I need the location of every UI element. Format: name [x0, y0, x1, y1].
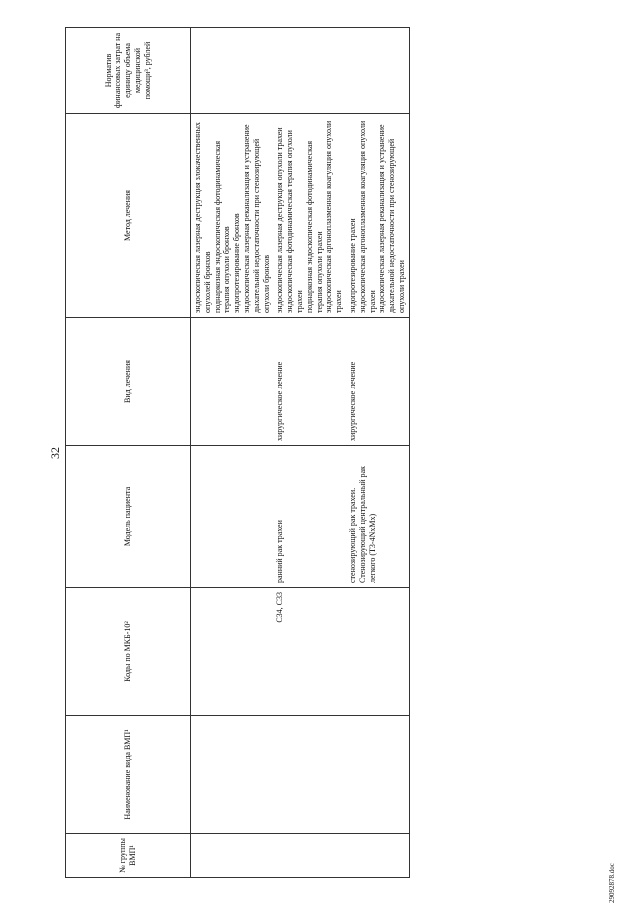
- method-line: эндоскопическая аргоноплазменная коагуляция опухоли трахеи: [324, 120, 344, 313]
- header-treatment-method: Метод лечения: [66, 114, 191, 318]
- header-vmp-name: Наименование вида ВМП¹: [66, 716, 191, 834]
- footer-filename: 29092878.doc: [608, 863, 616, 903]
- method-line: эндоскопическая лазерная реканализация и устранение дыхательной недостаточности при стенозирующей опухоли бронхов: [241, 124, 271, 313]
- cell-methods: [346, 114, 409, 318]
- cell-patient-model: стенозирующий рак трахеи. Стенозирующий центральный рак легкого (T3-4NxMx): [346, 446, 409, 588]
- cell-group-number: [273, 834, 346, 878]
- method-line: эндоскопическая лазерная реканализация и устранение дыхательной недостаточности при стенозирующей опухоли трахеи: [377, 124, 406, 313]
- cell-treatment-type: [191, 318, 274, 446]
- cell-methods: [191, 114, 274, 318]
- cell-vmp-name: [191, 716, 274, 834]
- cell-group-number: [191, 834, 274, 878]
- method-line: эндоскопическая лазерная деструкция опухоли трахеи: [275, 127, 285, 313]
- cell-methods: [273, 114, 346, 318]
- cell-patient-model: ранний рак трахеи: [273, 446, 346, 588]
- header-cost-norm: Норматив финансовых затрат на единицу объема медицинской помощи³, рублей: [66, 28, 191, 114]
- method-line: эндоскопическая аргоноплазменная коагуляция опухоли трахеи: [357, 120, 377, 313]
- rotated-table-container: [65, 28, 605, 878]
- cell-icd: [346, 588, 409, 716]
- page-number: 32: [48, 447, 62, 459]
- cell-treatment-type: хирургическое лечение: [273, 318, 346, 446]
- header-treatment-type: Вид лечения: [66, 318, 191, 446]
- cell-vmp-name: [273, 716, 346, 834]
- method-line: эндопротезирование бронхов: [232, 213, 242, 313]
- method-line: эндопротезирование трахеи: [347, 218, 357, 313]
- cell-icd: [191, 588, 274, 716]
- table-row: [346, 28, 409, 878]
- cell-vmp-name: [346, 716, 409, 834]
- cell-cost: [273, 28, 346, 114]
- cell-patient-model: [191, 446, 274, 588]
- method-line: поднаркозная эндоскопическая фотодинамическая терапия опухоли бронхов: [212, 140, 232, 313]
- cell-treatment-type: хирургическое лечение: [346, 318, 409, 446]
- method-line: поднаркозная эндоскопическая фотодинамическая терапия опухоли трахеи: [304, 140, 324, 313]
- cell-cost: [191, 28, 274, 114]
- table-row: [273, 28, 346, 878]
- table-row: [191, 28, 274, 878]
- cell-cost: [346, 28, 409, 114]
- header-group-number: № группы ВМП¹: [66, 834, 191, 878]
- treatment-table: [65, 27, 410, 878]
- method-line: эндоскопическая лазерная деструкция злокачественных опухолей бронхов: [193, 122, 212, 313]
- method-line: эндоскопическая фотодинамическая терапия опухоли трахеи: [285, 130, 304, 313]
- cell-group-number: [346, 834, 409, 878]
- table-header-row: [66, 28, 191, 878]
- header-icd-codes: Коды по МКБ-10²: [66, 588, 191, 716]
- cell-icd: C34, C33: [273, 588, 346, 716]
- header-patient-model: Модель пациента: [66, 446, 191, 588]
